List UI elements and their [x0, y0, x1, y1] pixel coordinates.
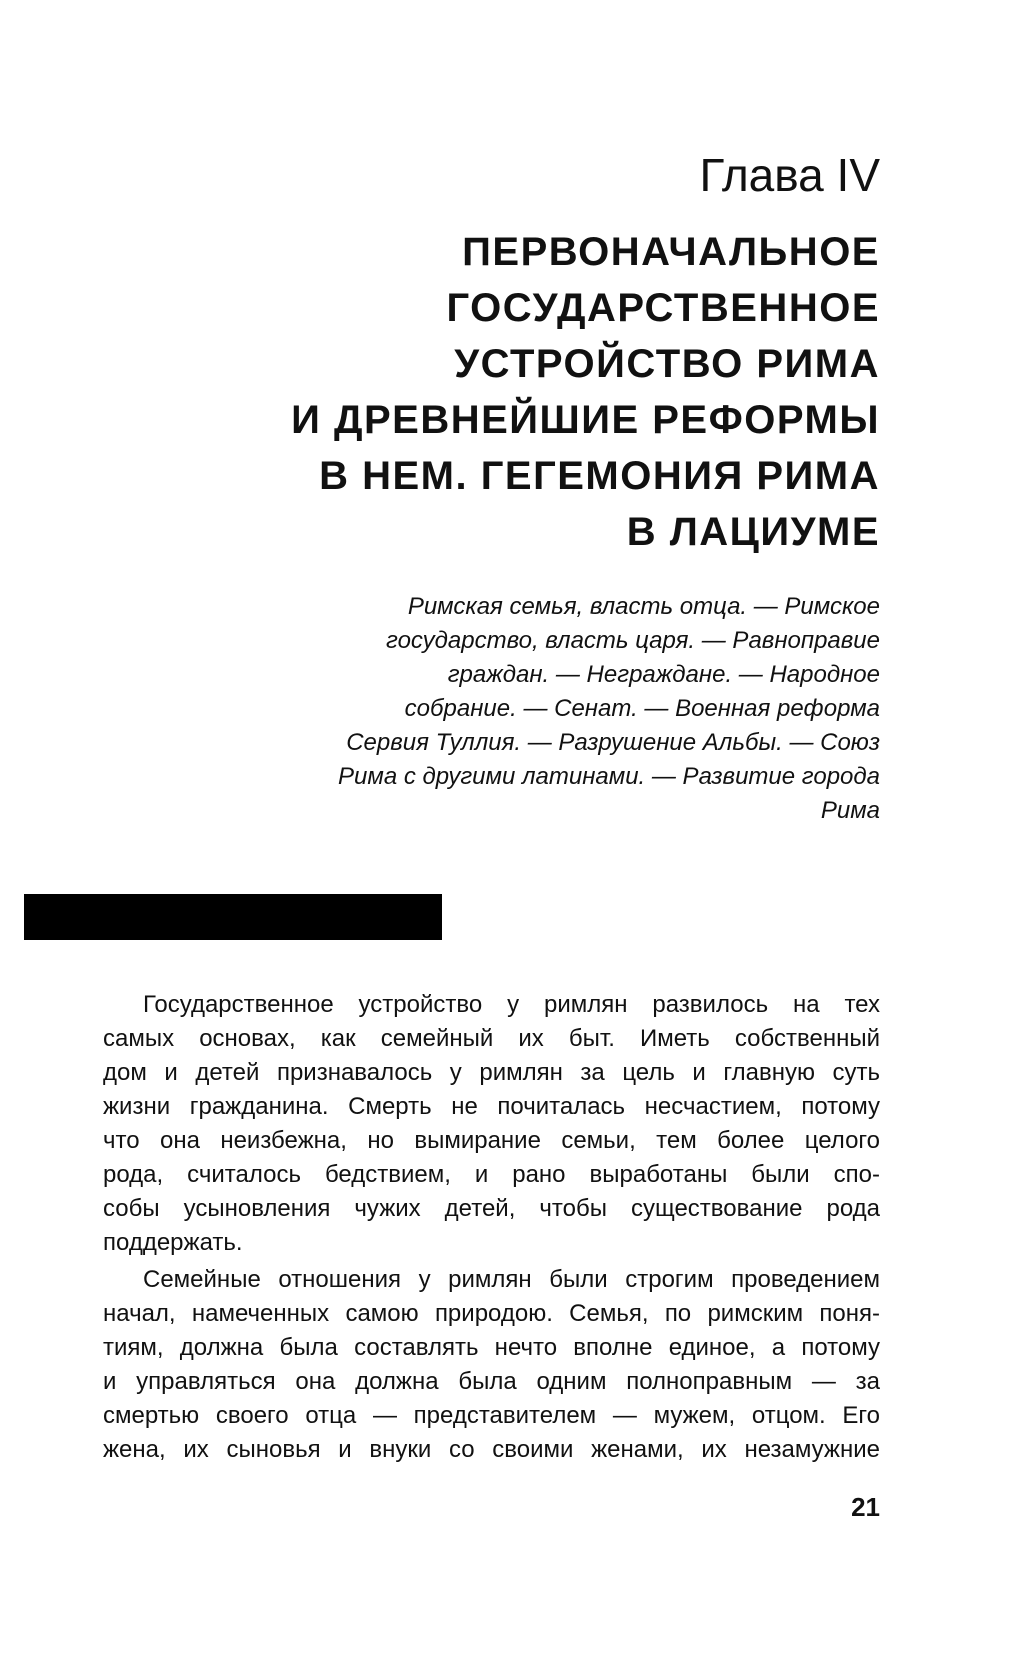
chapter-title-line: В НЕМ. ГЕГЕМОНИЯ РИМА	[319, 454, 880, 498]
text-line: начал, намеченных самою природою. Семья, по римским поня-	[103, 1300, 880, 1327]
text-line: тиям, должна была составлять нечто вполне единое, а потому	[103, 1334, 880, 1361]
chapter-title-line: И ДРЕВНЕЙШИЕ РЕФОРМЫ	[291, 398, 880, 442]
page-number: 21	[851, 1492, 880, 1522]
chapter-title	[160, 224, 880, 560]
text-line: Семейные отношения у римлян были строгим проведением	[143, 1266, 880, 1293]
text-line: что она неизбежна, но вымирание семьи, тем более целого	[103, 1127, 880, 1154]
text-line: жизни гражданина. Смерть не почиталась несчастием, потому	[103, 1093, 880, 1120]
summary-line: Рима с другими латинами. — Развитие города	[338, 763, 880, 790]
summary-line: Сервия Туллия. — Разрушение Альбы. — Союз	[346, 729, 880, 756]
paragraph	[103, 1263, 880, 1467]
text-line: Государственное устройство у римлян развилось на тех	[143, 991, 880, 1018]
chapter-summary	[200, 590, 880, 828]
chapter-title-line: ГОСУДАРСТВЕННОЕ	[446, 286, 880, 330]
text-line: рода, считалось бедствием, и рано выработаны были спо-	[103, 1161, 880, 1188]
summary-line: Римская семья, власть отца. — Римское	[407, 593, 880, 620]
text-line: дом и детей признавалось у римлян за цель и главную суть	[103, 1059, 880, 1086]
text-line: самых основах, как семейный их быт. Иметь собственный	[103, 1025, 880, 1052]
redaction-bar	[24, 894, 442, 940]
summary-line: государство, власть царя. — Равноправие	[386, 627, 880, 654]
summary-line: граждан. — Неграждане. — Народное	[447, 661, 880, 688]
text-line: смертью своего отца — представителем — мужем, отцом. Его	[103, 1402, 880, 1429]
chapter-title-line: В ЛАЦИУМЕ	[626, 510, 880, 554]
text-line: и управляться она должна была одним полноправным — за	[103, 1368, 880, 1395]
text-line: собы усыновления чужих детей, чтобы существование рода	[103, 1195, 880, 1222]
summary-line: собрание. — Сенат. — Военная реформа	[404, 695, 880, 722]
text-line: жена, их сыновья и внуки со своими женами, их незамужние	[103, 1436, 880, 1463]
chapter-label: Глава IV	[699, 149, 880, 201]
chapter-title-line: ПЕРВОНАЧАЛЬНОЕ	[462, 230, 880, 274]
summary-line: Рима	[820, 797, 880, 824]
text-line: поддержать.	[103, 1229, 243, 1256]
chapter-title-line: УСТРОЙСТВО РИМА	[454, 342, 880, 386]
body-text	[103, 988, 880, 1470]
paragraph	[103, 988, 880, 1260]
